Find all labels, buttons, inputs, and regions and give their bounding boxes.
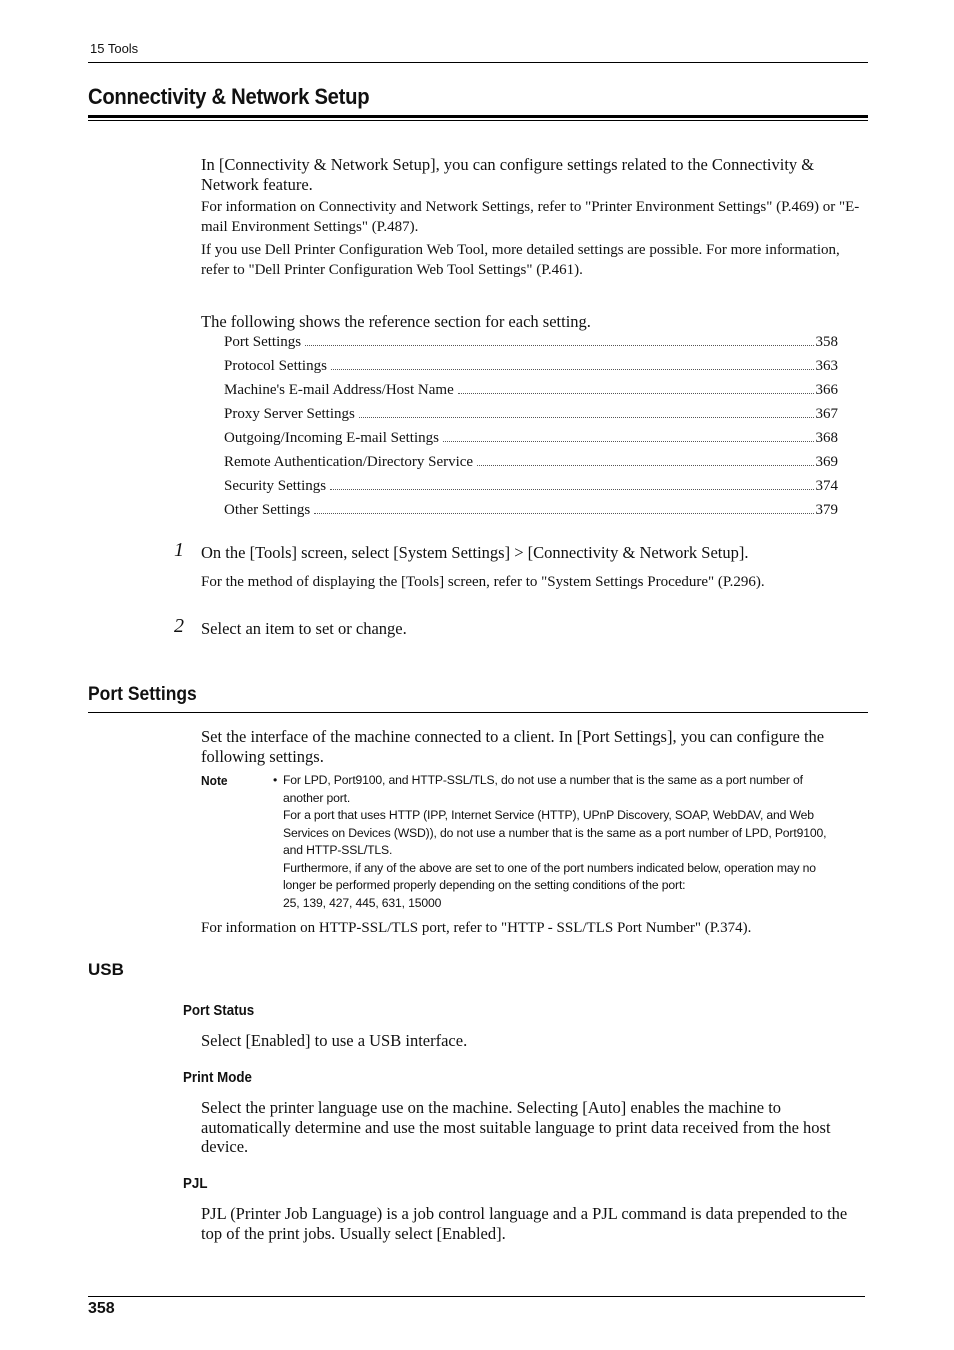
toc-page: 369 bbox=[815, 454, 838, 470]
toc-leader bbox=[477, 464, 813, 466]
toc-leader bbox=[331, 368, 814, 370]
toc-intro-text: The following shows the reference section for each setting. bbox=[201, 312, 591, 331]
toc-entry[interactable] bbox=[224, 502, 838, 526]
bullet: • bbox=[273, 773, 278, 787]
note-body bbox=[273, 772, 868, 912]
title-rule-thick bbox=[88, 115, 868, 118]
toc-entry[interactable] bbox=[224, 406, 838, 430]
desc-text: Select the printer language use on the machine. Selecting [Auto] enables the machine to automatically determine and use the most suitable language to print data received from the host device. bbox=[201, 1098, 831, 1156]
desc-text: Set the interface of the machine connected to a client. In [Port Settings], you can configure the following settings. bbox=[201, 727, 825, 766]
toc-label: Port Settings bbox=[224, 334, 302, 350]
reference-text: For the method of displaying the [Tools] screen, refer to "System Settings Procedure" (P.296). bbox=[201, 574, 765, 590]
print-mode-desc bbox=[201, 1098, 867, 1157]
reference-toc bbox=[224, 334, 838, 526]
intro-reference-1 bbox=[201, 198, 867, 237]
note-line: 25, 139, 427, 445, 631, 15000 bbox=[283, 895, 442, 910]
usb-heading: USB bbox=[88, 960, 124, 979]
toc-page: 368 bbox=[815, 430, 838, 446]
note-line: and HTTP-SSL/TLS. bbox=[283, 843, 393, 857]
toc-label: Outgoing/Incoming E-mail Settings bbox=[224, 430, 439, 446]
note-line: For LPD, Port9100, and HTTP-SSL/TLS, do not use a number that is the same as a port number of bbox=[283, 773, 803, 787]
toc-page: 379 bbox=[815, 502, 838, 518]
toc-leader bbox=[443, 440, 814, 442]
port-status-desc bbox=[201, 1031, 867, 1051]
note-lines bbox=[283, 772, 868, 912]
toc-leader bbox=[305, 344, 813, 346]
note-line: another port. bbox=[283, 790, 351, 805]
running-head: 15 Tools bbox=[90, 41, 139, 56]
note-line: For a port that uses HTTP (IPP, Internet Service (HTTP), UPnP Discovery, SOAP, WebDAV, and Web bbox=[283, 808, 814, 822]
title-rule-thin bbox=[88, 120, 868, 121]
port-status-heading: Port Status bbox=[183, 1003, 255, 1019]
intro-reference-2 bbox=[201, 241, 867, 280]
toc-label: Protocol Settings bbox=[224, 358, 327, 374]
page-title: Connectivity & Network Setup bbox=[88, 84, 370, 109]
toc-leader bbox=[359, 416, 814, 418]
toc-label: Remote Authentication/Directory Service bbox=[224, 454, 474, 470]
toc-leader bbox=[314, 512, 813, 514]
toc-entry[interactable] bbox=[224, 334, 838, 358]
toc-label: Proxy Server Settings bbox=[224, 406, 355, 422]
section-title: Port Settings bbox=[88, 684, 197, 705]
port-settings-desc bbox=[201, 727, 867, 766]
toc-page: 367 bbox=[815, 406, 838, 422]
toc-label: Security Settings bbox=[224, 478, 327, 494]
toc-label: Other Settings bbox=[224, 502, 311, 518]
note-line: longer be performed properly depending on the setting conditions of the port: bbox=[283, 878, 686, 892]
reference-text: If you use Dell Printer Configuration Web Tool, more detailed settings are possible. For more information, refer to "Dell Printer Configuration Web Tool Settings" (P.461). bbox=[201, 242, 840, 278]
toc-entry[interactable] bbox=[224, 430, 838, 454]
page-number: 358 bbox=[88, 1300, 115, 1317]
intro-text: In [Connectivity & Network Setup], you can configure settings related to the Connectivity & Network feature. bbox=[201, 155, 815, 194]
footer-divider bbox=[88, 1296, 865, 1297]
pjl-desc bbox=[201, 1204, 867, 1243]
toc-page: 366 bbox=[815, 382, 838, 398]
section-divider bbox=[88, 712, 868, 713]
reference-text: For information on HTTP-SSL/TLS port, refer to "HTTP - SSL/TLS Port Number" (P.374). bbox=[201, 920, 752, 936]
pjl-heading: PJL bbox=[183, 1176, 208, 1192]
print-mode-heading: Print Mode bbox=[183, 1070, 252, 1086]
reference-text: For information on Connectivity and Network Settings, refer to "Printer Environment Settings" (P.469) or "E-mail Environment Settings" (P.487). bbox=[201, 199, 860, 235]
desc-text: Select [Enabled] to use a USB interface. bbox=[201, 1031, 468, 1050]
toc-page: 374 bbox=[815, 478, 838, 494]
toc-leader bbox=[330, 488, 813, 490]
note-line: Services on Devices (WSD)), do not use a number that is the same as a port number of LPD, Port9100, bbox=[283, 825, 827, 840]
toc-page: 358 bbox=[815, 334, 838, 350]
toc-page: 363 bbox=[815, 358, 838, 374]
step-number: 1 bbox=[174, 539, 184, 561]
toc-entry[interactable] bbox=[224, 478, 838, 502]
toc-entry[interactable] bbox=[224, 382, 838, 406]
toc-entry[interactable] bbox=[224, 454, 838, 478]
step-2 bbox=[201, 619, 867, 639]
step-text: Select an item to set or change. bbox=[201, 619, 407, 638]
toc-leader bbox=[458, 392, 814, 394]
step-1 bbox=[201, 543, 867, 563]
step-text: On the [Tools] screen, select [System Settings] > [Connectivity & Network Setup]. bbox=[201, 543, 749, 562]
note-label: Note bbox=[201, 773, 228, 788]
step-number: 2 bbox=[174, 615, 184, 637]
toc-label: Machine's E-mail Address/Host Name bbox=[224, 382, 454, 398]
note-line: Furthermore, if any of the above are set to one of the port numbers indicated below, operation may no bbox=[283, 860, 816, 875]
toc-intro bbox=[201, 312, 867, 332]
desc-text: PJL (Printer Job Language) is a job control language and a PJL command is data prepended to the top of the print jobs. Usually select [Enabled]. bbox=[201, 1204, 848, 1243]
step-1-reference bbox=[201, 573, 867, 593]
toc-entry[interactable] bbox=[224, 358, 838, 382]
intro-paragraph bbox=[201, 155, 867, 194]
header-divider bbox=[88, 62, 868, 63]
after-note-reference bbox=[201, 919, 867, 939]
